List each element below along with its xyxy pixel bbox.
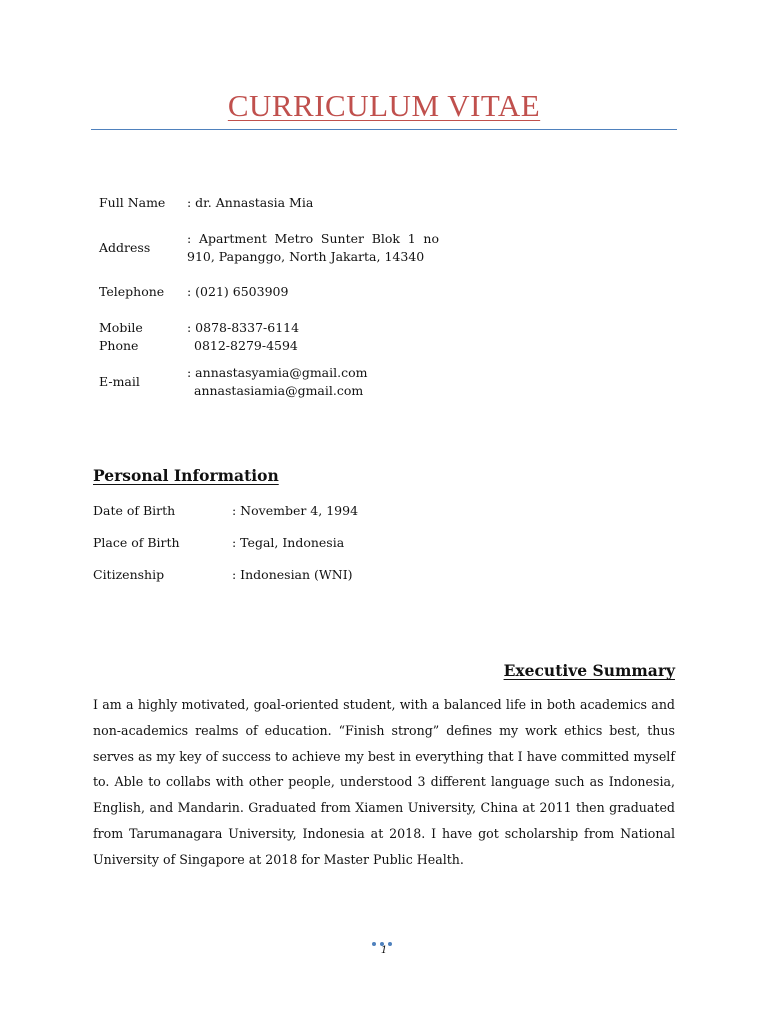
mobile-number-2: 0812-8279-4594 <box>194 337 298 353</box>
citizenship-value: : Indonesian (WNI) <box>232 567 353 582</box>
telephone-row <box>99 283 459 301</box>
mobile-label-line1: Mobile <box>99 320 143 335</box>
mobile-label <box>99 319 185 354</box>
telephone-label: Telephone <box>99 284 165 299</box>
mobile-value <box>187 319 439 354</box>
address-row <box>99 230 459 266</box>
address-label: Address <box>99 240 151 255</box>
full-name-label: Full Name <box>99 195 166 210</box>
telephone-value: : (021) 6503909 <box>187 284 289 299</box>
executive-summary-text: I am a highly motivated, goal-oriented student, with a balanced life in both academics and non-academics realms of education. “Finish strong” defines my work ethics best, thus serves as my key of success to achieve my best in everything that I have committed myself to. Able to collabs with other people, understood 3 different language such as Indonesia, English, and Mandarin. Graduated from Xiamen University, China at 2011 then graduated from Tarumanagara University, Indonesia at 2018. I have got scholarship from National University of Singapore at 2018 for Master Public Health. <box>93 697 675 867</box>
email-address-1: : annastasyamia@gmail.com <box>187 365 368 380</box>
date-of-birth-value: : November 4, 1994 <box>232 503 359 518</box>
full-name-value: : dr. Annastasia Mia <box>187 195 314 210</box>
executive-summary-heading: Executive Summary <box>503 661 675 680</box>
address-value: : Apartment Metro Sunter Blok 1 no 910, Papanggo, North Jakarta, 14340 <box>187 231 439 264</box>
email-label: E-mail <box>99 374 140 389</box>
mobile-label-line2: Phone <box>99 337 139 353</box>
mobile-number-1: : 0878-8337-6114 <box>187 320 300 335</box>
email-row <box>99 364 459 400</box>
page-number: 1 <box>380 945 388 956</box>
full-name-row <box>99 194 459 212</box>
place-of-birth-value: : Tegal, Indonesia <box>232 535 345 550</box>
title-divider <box>91 129 677 130</box>
email-value <box>187 364 439 399</box>
personal-information-heading: Personal Information <box>93 466 279 485</box>
citizenship-label: Citizenship <box>93 567 165 582</box>
mobile-row <box>99 319 459 355</box>
email-address-2: annastasiamia@gmail.com <box>194 382 364 398</box>
document-title: CURRICULUM VITAE <box>227 88 541 123</box>
date-of-birth-label: Date of Birth <box>93 503 176 518</box>
place-of-birth-label: Place of Birth <box>93 535 180 550</box>
